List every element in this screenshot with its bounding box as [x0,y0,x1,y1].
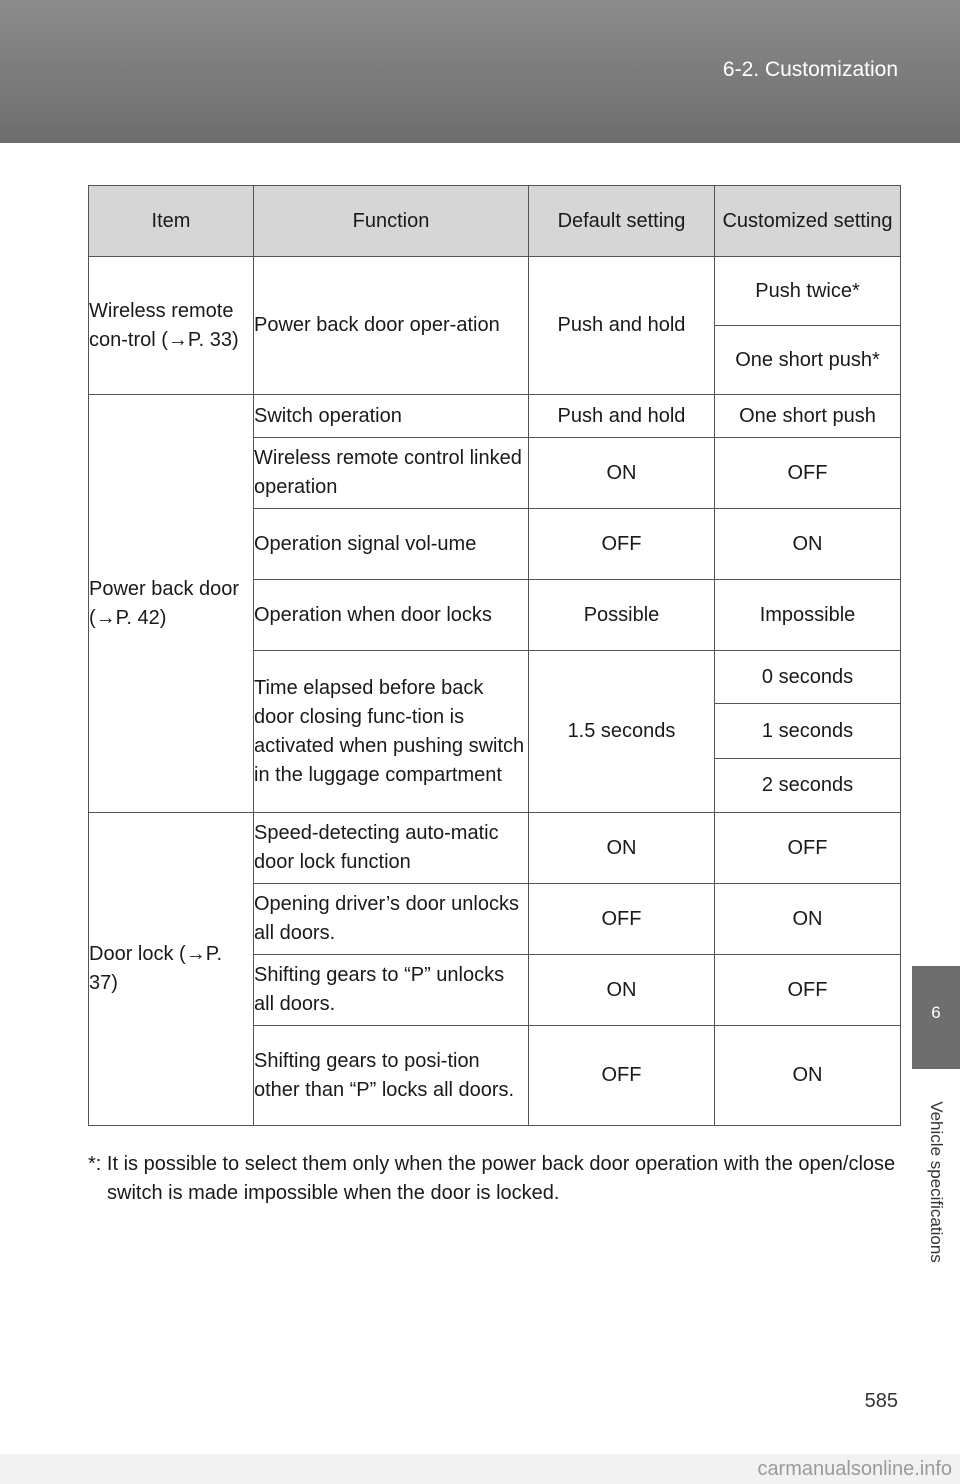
function-cell: Shifting gears to posi-tion other than “P” locks all doors. [254,1026,529,1126]
custom-cell: OFF [715,955,901,1026]
function-cell: Switch operation [254,395,529,438]
custom-cell: ON [715,884,901,955]
custom-cell: 0 seconds [715,651,901,704]
default-cell: OFF [529,1026,715,1126]
function-cell: Time elapsed before back door closing func-tion is activated when pushing switch in the luggage compartment [254,651,529,813]
custom-cell: 1 seconds [715,704,901,759]
custom-cell: ON [715,509,901,580]
table-row [89,395,901,438]
item-cell: Power back door (→P. 42) [89,395,254,813]
default-cell: ON [529,813,715,884]
header-customized-setting: Customized setting [715,186,901,257]
custom-cell: Impossible [715,580,901,651]
chapter-number: 6 [931,1003,941,1022]
footnote: *: It is possible to select them only when the power back door operation with the open/close switch is made impossible when the door is locked. [88,1153,896,1204]
default-cell: Push and hold [529,395,715,438]
default-cell: Possible [529,580,715,651]
custom-cell: Push twice* [715,257,901,326]
function-cell: Shifting gears to “P” unlocks all doors. [254,955,529,1026]
item-cell: Wireless remote con-trol (→P. 33) [89,257,254,395]
custom-cell: 2 seconds [715,759,901,813]
default-cell: ON [529,438,715,509]
function-cell: Operation when door locks [254,580,529,651]
function-cell: Operation signal vol-ume [254,509,529,580]
default-cell: 1.5 seconds [529,651,715,813]
function-cell: Speed-detecting auto-matic door lock function [254,813,529,884]
table-row [89,813,901,884]
custom-cell: OFF [715,438,901,509]
chapter-label: Vehicle specifications [927,1101,946,1263]
custom-cell: One short push* [715,326,901,395]
header-item: Item [89,186,254,257]
default-cell: OFF [529,884,715,955]
function-cell: Power back door oper-ation [254,257,529,395]
header-default-setting: Default setting [529,186,715,257]
customization-table [88,185,901,1126]
function-cell: Opening driver’s door unlocks all doors. [254,884,529,955]
default-cell: ON [529,955,715,1026]
watermark: carmanualsonline.info [0,1454,960,1484]
table-header-row [89,186,901,257]
table-row [89,257,901,326]
custom-cell: ON [715,1026,901,1126]
header-function: Function [254,186,529,257]
function-cell: Wireless remote control linked operation [254,438,529,509]
page-number: 585 [864,1390,898,1412]
default-cell: Push and hold [529,257,715,395]
custom-cell: OFF [715,813,901,884]
section-title: 6-2. Customization [722,58,898,81]
custom-cell: One short push [715,395,901,438]
default-cell: OFF [529,509,715,580]
item-cell: Door lock (→P. 37) [89,813,254,1126]
